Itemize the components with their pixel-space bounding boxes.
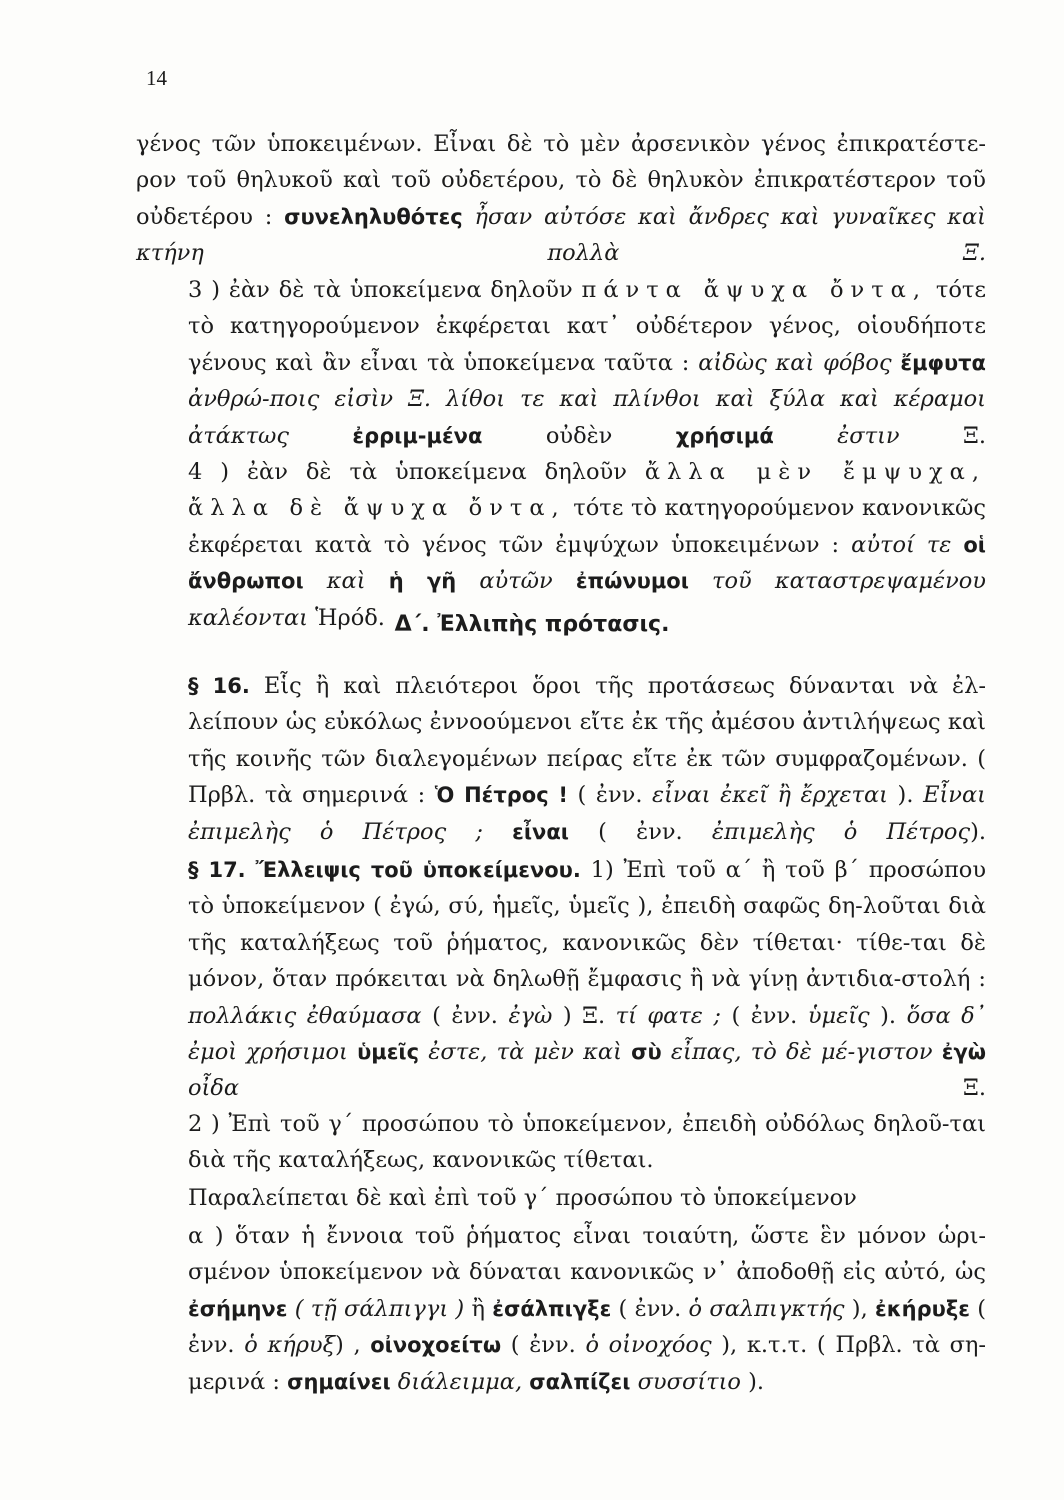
- text: ( ἐνν.: [568, 818, 712, 845]
- example-italic: ὁ οἰνοχόος: [585, 1332, 712, 1359]
- text: ) ,: [335, 1332, 371, 1359]
- bold-term: ἔμφυτα: [900, 350, 986, 375]
- text: 1) Ἐπὶ τοῦ α΄ ἢ τοῦ β΄ προσώπου τὸ ὑποκείμενον ( ἐγώ, σύ, ἡμεῖς, ὑμεῖς ), ἐπειδὴ σαφῶς δη-λοῦται διὰ τῆς καταλήξεως τοῦ ῥήματος, κανονικῶς δὲν τίθεται· τίθε-ται δὲ μόνον, ὅταν πρόκειται νὰ δηλωθῇ ἔμφασις ἢ νὰ γίνῃ ἀντιδια-στολή :: [188, 857, 986, 993]
- text: Ξ.: [899, 422, 986, 449]
- bold-term: ἐρριμ-μένα: [352, 423, 483, 448]
- example-italic: ὅσα δ᾽ ἐμοὶ χρήσιμοι: [188, 1002, 986, 1066]
- bold-term: χρήσιμά: [675, 423, 774, 448]
- spaced-text: ἄλλα μὲν ἔμψυχα, ἄλλα δὲ ἄψυχα ὄντα,: [188, 459, 986, 522]
- example-italic: ἦσαν αὐτόσε καὶ ἄνδρες καὶ γυναῖκες καὶ κτήνη πολλὰ Ξ.: [136, 203, 986, 267]
- bold-term: συνεληλυθότες: [284, 204, 463, 229]
- text: Παραλείπεται δὲ καὶ ἐπὶ τοῦ γ΄ προσώπου τὸ ὑποκείμενον: [188, 1185, 857, 1211]
- text: ( ἐνν.: [611, 1295, 689, 1322]
- bold-term: ἐπώνυμοι: [575, 569, 689, 594]
- text: οὐδὲν: [482, 422, 676, 449]
- bold-term: οἰνοχοείτω: [370, 1333, 502, 1358]
- text: 2 ) Ἐπὶ τοῦ γ΄ προσώπου τὸ ὑποκείμενον, ἐπειδὴ οὐδόλως δηλοῦ-ται διὰ τῆς καταλήξεως, κανονικῶς τίθεται.: [188, 1111, 986, 1174]
- example-italic: διάλειμμα,: [390, 1368, 523, 1395]
- example-italic: ( τῇ σάλπιγγι ): [287, 1295, 465, 1322]
- example-italic: ὁ κήρυξ: [244, 1332, 335, 1359]
- spaced-text: πάντα ἄψυχα ὄντα,: [581, 277, 928, 303]
- bold-term: ἐκήρυξε: [875, 1296, 970, 1321]
- text: γένος τῶν ὑποκειμένων. Εἶναι δὲ τὸ μὲν ἀρσενικὸν γένος ἐπικρατέστε-ρον τοῦ θηλυκοῦ καὶ τοῦ οὐδετέρου, τὸ δὲ θηλυκὸν ἐπικρατέστερον τοῦ οὐδετέρου :: [136, 131, 986, 230]
- bold-term: σὺ: [631, 1040, 662, 1065]
- text: ( ἐνν.: [501, 1332, 586, 1359]
- example-italic: ὑμεῖς: [807, 1002, 870, 1029]
- text: 4 ) ἐὰν δὲ τὰ ὑποκείμενα δηλοῦν: [188, 459, 645, 485]
- text: ).: [888, 782, 924, 809]
- example-italic: εἶναι ἐκεῖ ἢ ἔρχεται: [652, 782, 888, 809]
- text: ).: [869, 1002, 907, 1029]
- example-italic: αὐτῶν: [456, 568, 576, 595]
- paragraph-rule-4: [136, 454, 986, 636]
- bold-term: ὑμεῖς: [357, 1040, 420, 1065]
- bold-term: ἐσάλπιγξε: [492, 1296, 612, 1321]
- text: ), κ.τ.τ. ( Πρβλ. τὰ ση-μερινά :: [188, 1332, 987, 1395]
- example-italic: αὐτοί τε: [851, 531, 964, 558]
- text: Εἷς ἢ καὶ πλειότεροι ὅροι τῆς προτάσεως δύνανται νὰ ἐλ-λείπουν ὡς εὐκόλως ἐννοούμενοι εἴτε ἐκ τῆς ἀμέσου ἀντιλήψεως καὶ τῆς κοινῆς τῶν διαλεγομένων πείρας εἴτε ἐκ τῶν συμφραζομένων. ( Πρβλ. τὰ σημερινά :: [188, 673, 986, 809]
- section-number: § 16.: [188, 674, 250, 698]
- example-italic: ἀνθρώ-ποις εἰσὶν Ξ. λίθοι τε καὶ πλίνθοι καὶ ξύλα καὶ κέραμοι ἀτάκτως: [188, 386, 986, 449]
- example-italic: ἐπιμελὴς ὁ Πέτρος: [711, 818, 971, 845]
- section-heading: Δ΄. Ἐλλιπὴς πρότασις.: [394, 612, 670, 637]
- paragraph-third-person: [136, 1106, 986, 1179]
- example-italic: πολλάκις ἐθαύμασα: [188, 1002, 422, 1029]
- example-italic: ἐστιν: [773, 422, 900, 449]
- example-italic: Εἶναι ἐπιμελὴς ὁ Πέτρος ;: [188, 782, 987, 845]
- text: ) Ξ.: [552, 1002, 616, 1029]
- text: ),: [844, 1295, 876, 1322]
- example-italic: τοῦ καταστρεψαμένου καλέονται: [188, 568, 986, 631]
- text: ).: [970, 818, 986, 845]
- text: τότε τὸ κατηγορούμενον κανονικῶς ἐκφέρεται κατὰ τὸ γένος τῶν ἐμψύχων ὑποκειμένων :: [188, 495, 986, 558]
- bold-term: σημαίνει: [287, 1369, 391, 1394]
- example-italic: εἶπας, τὸ δὲ μέ-γιστον: [661, 1039, 942, 1066]
- bold-term: ἡ γῆ: [388, 569, 457, 594]
- example-italic: ἐγὼ: [508, 1002, 553, 1029]
- bold-term: ἐσήμηνε: [188, 1296, 288, 1321]
- text: ἢ: [464, 1295, 493, 1322]
- text: ( ἐνν.: [421, 1002, 509, 1029]
- example-italic: τί φατε ;: [615, 1002, 721, 1029]
- text: [483, 819, 512, 845]
- section-title: § 17. Ἔλλειψις τοῦ ὑποκείμενου.: [188, 858, 581, 882]
- text: Ἡρόδ.: [307, 604, 385, 631]
- example-italic: ἐστε, τὰ μὲν καὶ: [419, 1039, 632, 1066]
- text: ).: [740, 1368, 765, 1395]
- paragraph-section-17: [136, 852, 986, 1107]
- example-italic: οἶδα: [188, 1075, 240, 1102]
- text: ( ἐνν.: [567, 782, 653, 809]
- bold-term: ἐγὼ: [941, 1040, 986, 1065]
- paragraph-gender-rule: [136, 126, 986, 272]
- text: τότε τὸ κατηγορούμενον ἐκφέρεται κατ᾽ οὐδέτερον γένος, οἱουδήποτε γένους καὶ ἂν εἶναι τὰ ὑποκείμενα ταῦτα :: [188, 277, 987, 376]
- bold-term: οἱ ἄνθρωποι: [188, 532, 986, 594]
- text: α ) ὅταν ἡ ἔννοια τοῦ ῥήματος εἶναι τοιαύτη, ὥστε ἓν μόνον ὡρι-σμένον ὑποκείμενον νὰ δύναται κανονικῶς ν᾽ ἀποδοθῇ εἰς αὐτό, ὡς: [188, 1223, 986, 1286]
- text: Ξ.: [239, 1075, 986, 1102]
- example-italic: ὁ σαλπιγκτής: [688, 1295, 845, 1322]
- page-number: 14: [146, 66, 167, 90]
- text: ( ἐνν.: [188, 1295, 986, 1359]
- text: 3 ) ἐὰν δὲ τὰ ὑποκείμενα δηλοῦν: [188, 277, 582, 303]
- bold-term: εἶναι: [512, 819, 569, 844]
- example-italic: συσσίτιο: [630, 1368, 741, 1395]
- text: ( ἐνν.: [720, 1002, 808, 1029]
- bold-term: Ὁ Πέτρος !: [434, 783, 568, 808]
- paragraph-section-16: [136, 668, 986, 850]
- paragraph-omission: [136, 1180, 986, 1216]
- example-italic: καὶ: [303, 568, 389, 595]
- paragraph-rule-3: [136, 272, 986, 454]
- bold-term: σαλπίζει: [529, 1369, 631, 1394]
- example-italic: αἰδὼς καὶ φόβος: [698, 349, 901, 376]
- paragraph-case-a: [136, 1218, 986, 1400]
